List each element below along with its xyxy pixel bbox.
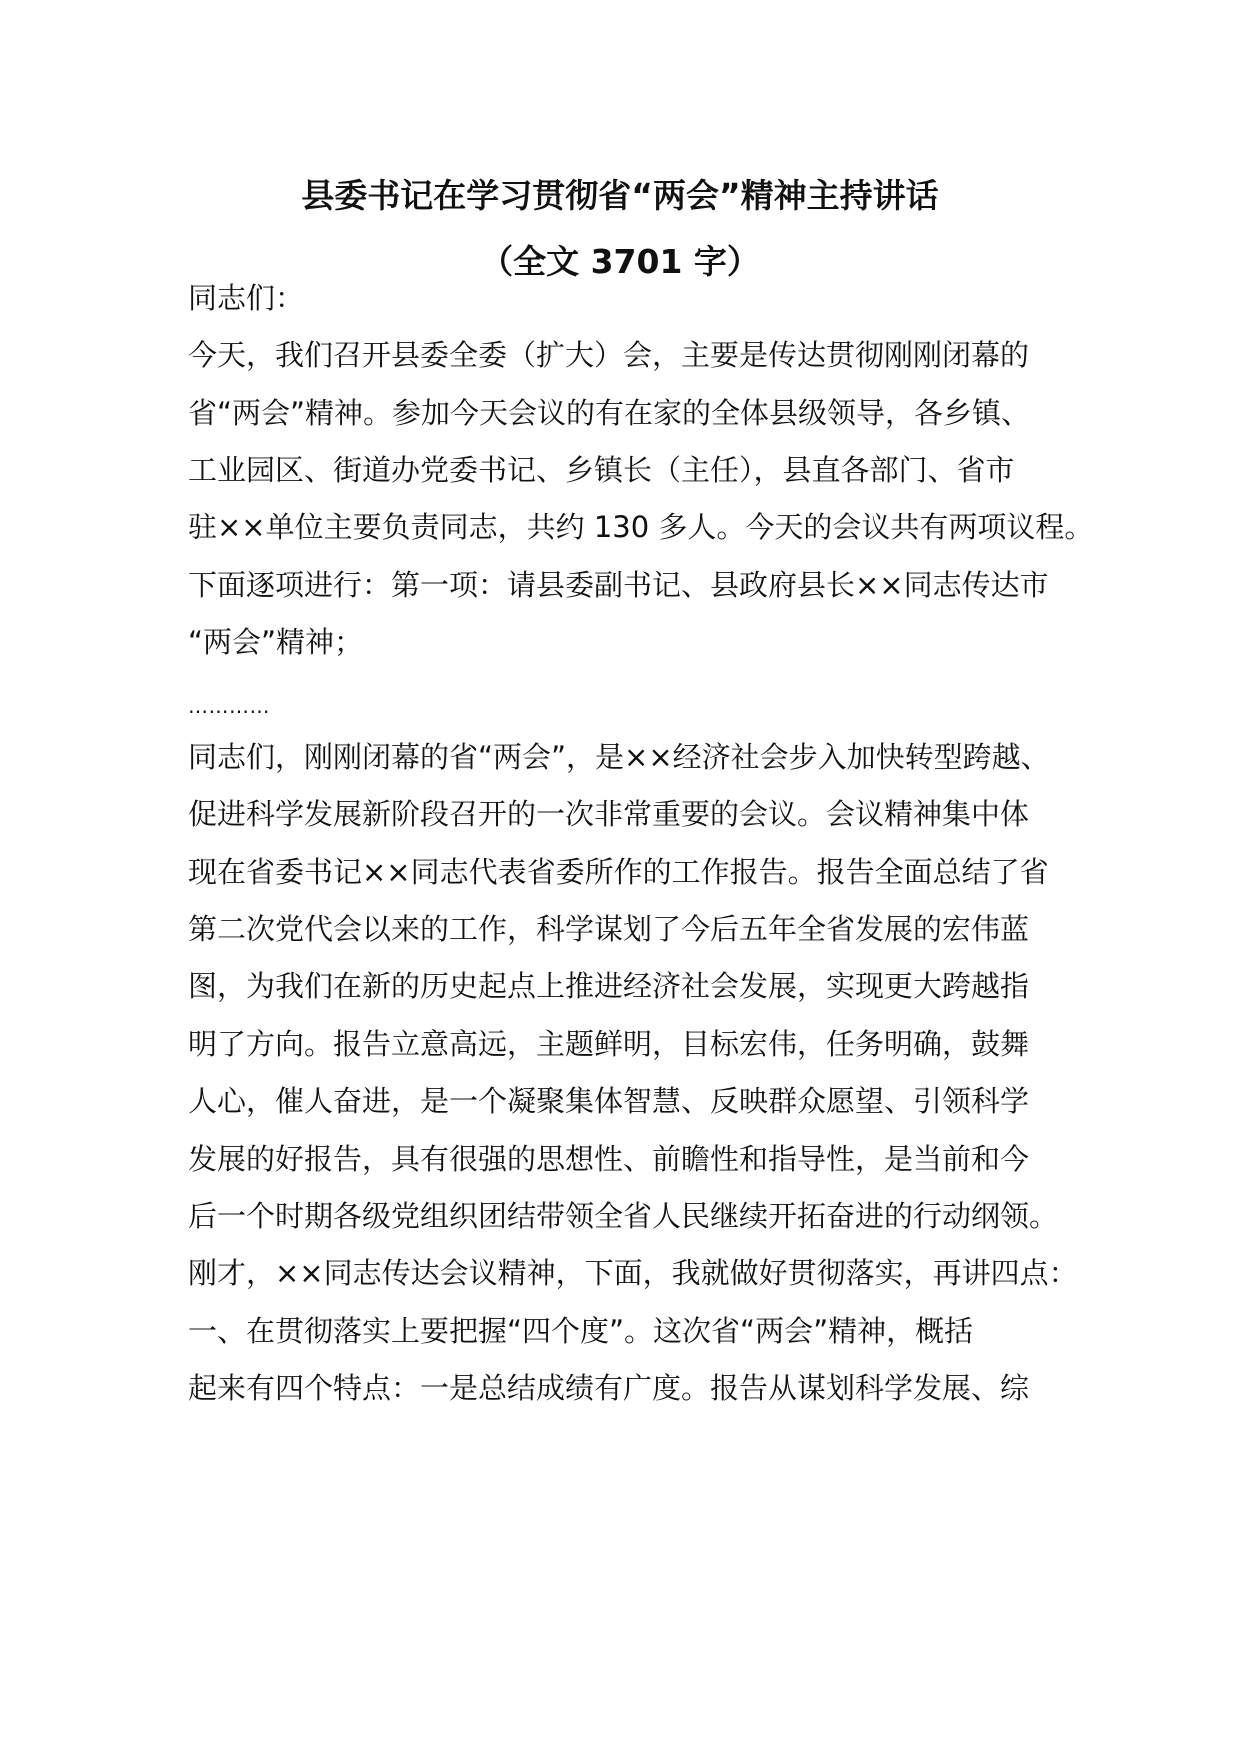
paragraph-line: 图，为我们在新的历史起点上推进经济社会发展，实现更大跨越指 (188, 969, 1030, 1003)
ellipsis-line: ………… (188, 694, 270, 718)
paragraph-line: 现在省委书记××同志代表省委所作的工作报告。报告全面总结了省 (188, 855, 1049, 889)
paragraph-line: 驻××单位主要负责同志，共约 130 多人。今天的会议共有两项议程。 (188, 510, 1094, 544)
paragraph-line: 工业园区、街道办党委书记、乡镇长（主任），县直各部门、省市 (188, 453, 1015, 487)
paragraph-line: 省“两会”精神。参加今天会议的有在家的全体县级领导，各乡镇、 (188, 396, 1031, 430)
paragraph-line: 下面逐项进行：第一项：请县委副书记、县政府县长××同志传达市 (188, 568, 1049, 602)
paragraph-line: 明了方向。报告立意高远，主题鲜明，目标宏伟，任务明确，鼓舞 (188, 1027, 1030, 1061)
salutation-line: 同志们： (188, 281, 305, 315)
document-subtitle: （全文 3701 字） (480, 242, 760, 281)
paragraph-line: 一、在贯彻落实上要把握“四个度”。这次省“两会”精神，概括 (188, 1314, 974, 1348)
paragraph-line: 同志们，刚刚闭幕的省“两会”，是××经济社会步入加快转型跨越、 (188, 740, 1050, 774)
paragraph-line: 第二次党代会以来的工作，科学谋划了今后五年全省发展的宏伟蓝 (188, 912, 1030, 946)
paragraph-line: 人心，催人奋进，是一个凝聚集体智慧、反映群众愿望、引领科学 (188, 1084, 1030, 1118)
paragraph-line: 促进科学发展新阶段召开的一次非常重要的会议。会议精神集中体 (188, 797, 1030, 831)
paragraph-line: 起来有四个特点：一是总结成绩有广度。报告从谋划科学发展、综 (188, 1371, 1030, 1405)
paragraph-line: 后一个时期各级党组织团结带领全省人民继续开拓奋进的行动纲领。 (188, 1199, 1059, 1233)
paragraph-line: 今天，我们召开县委全委（扩大）会，主要是传达贯彻刚刚闭幕的 (188, 338, 1030, 372)
document-title: 县委书记在学习贯彻省“两会”精神主持讲话 (301, 176, 939, 215)
paragraph-line: 发展的好报告，具有很强的思想性、前瞻性和指导性，是当前和今 (188, 1142, 1030, 1176)
paragraph-line: “两会”精神； (188, 625, 364, 659)
paragraph-line: 刚才，××同志传达会议精神，下面，我就做好贯彻落实，再讲四点： (188, 1256, 1078, 1290)
